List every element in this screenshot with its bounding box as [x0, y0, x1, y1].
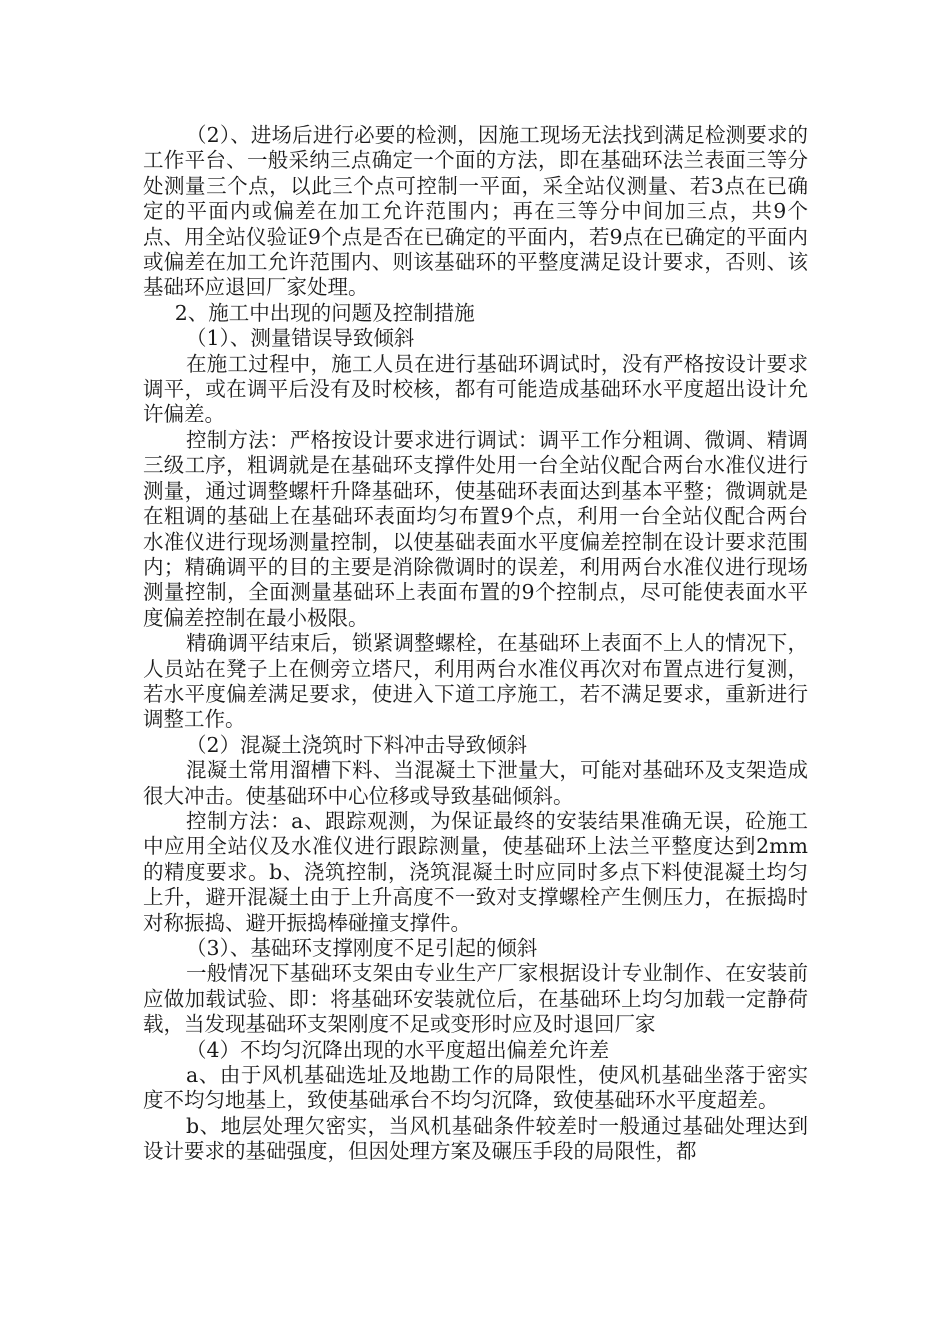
subheading-4: （4）不均匀沉降出现的水平度超出偏差允许差 — [186, 1037, 610, 1062]
subheading-2: （2）混凝土浇筑时下料冲击导致倾斜 — [186, 732, 528, 757]
paragraph-6: 控制方法：a、跟踪观测，为保证最终的安装结果准确无误，砼施工中应用全站仪及水准仪进行跟踪测量，使基础环上法兰平整度达到2mm的精度要求。b、浇筑控制，浇筑混凝土时应同时多点下料使混凝土均匀上升，避开混凝土由于上升高度不一致对支撑螺栓产生侧压力，在振捣时对称振捣、避开振捣棒碰撞支撑件。 — [143, 808, 808, 935]
paragraph-5: 混凝土常用溜槽下料、当混凝土下泄量大，可能对基础环及支架造成很大冲击。使基础环中心位移或导致基础倾斜。 — [143, 758, 808, 808]
paragraph-8: a、由于风机基础选址及地勘工作的局限性，使风机基础坐落于密实度不均匀地基上，致使基础承台不均匀沉降，致使基础环水平度超差。 — [143, 1063, 808, 1113]
section-heading-2: 2、施工中出现的问题及控制措施 — [174, 300, 475, 325]
subheading-1: （1）、测量错误导致倾斜 — [186, 326, 415, 351]
paragraph-1: （2）、进场后进行必要的检测，因施工现场无法找到满足检测要求的工作平台、一般采纳三点确定一个面的方法，即在基础环法兰表面三等分处测量三个点，以此三个点可控制一平面，采全站仪测量、若3点在已确定的平面内或偏差在加工允许范围内；再在三等分中间加三点，共9个点、用全站仪验证9个点是否在已确定的平面内，若9点在已确定的平面内或偏差在加工允许范围内、则该基础环的平整度满足设计要求，否则、该基础环应退回厂家处理。 — [143, 123, 808, 300]
subheading-3: （3）、基础环支撑刚度不足引起的倾斜 — [186, 936, 538, 960]
paragraph-7: 一般情况下基础环支架由专业生产厂家根据设计专业制作、在安装前应做加载试验、即：将基础环安装就位后，在基础环上均匀加载一定静荷载，当发现基础环支架刚度不足或变形时应及时退回厂家 — [143, 961, 808, 1037]
paragraph-4: 精确调平结束后，锁紧调整螺栓，在基础环上表面不上人的情况下，人员站在凳子上在侧旁立塔尺，利用两台水准仪再次对布置点进行复测，若水平度偏差满足要求，使进入下道工序施工，若不满足要求，重新进行调整工作。 — [143, 631, 808, 732]
paragraph-2: 在施工过程中，施工人员在进行基础环调试时，没有严格按设计要求调平，或在调平后没有及时校核，都有可能造成基础环水平度超出设计允许偏差。 — [143, 351, 808, 427]
document-page — [143, 123, 808, 1165]
paragraph-9: b、地层处理欠密实，当风机基础条件较差时一般通过基础处理达到设计要求的基础强度，但因处理方案及碾压手段的局限性，都 — [143, 1113, 808, 1164]
paragraph-3: 控制方法：严格按设计要求进行调试：调平工作分粗调、微调、精调三级工序，粗调就是在基础环支撑件处用一台全站仪配合两台水准仪进行测量，通过调整螺杆升降基础环，使基础环表面达到基本平整；微调就是在粗调的基础上在基础环表面均匀布置9个点，利用一台全站仪配合两台水准仪进行现场测量控制，以使基础表面水平度偏差控制在设计要求范围内；精确调平的目的主要是消除微调时的误差，利用两台水准仪进行现场测量控制，全面测量基础环上表面布置的9个控制点，尽可能使表面水平度偏差控制在最小极限。 — [143, 427, 808, 630]
